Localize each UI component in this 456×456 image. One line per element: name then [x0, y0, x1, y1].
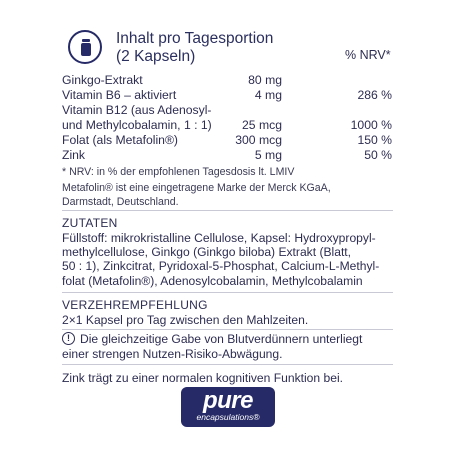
warning-text-cont: einer strengen Nutzen-Risiko-Abwägung.	[62, 347, 283, 361]
trademark-note	[62, 182, 331, 209]
nutrient-name: Ginkgo-Extrakt	[62, 73, 143, 87]
nutrient-nrv: 286 %	[357, 88, 392, 102]
nutrient-amount: 300 mcg	[235, 133, 282, 147]
trademark-line2: Darmstadt, Deutschland.	[62, 195, 179, 208]
serving-title-line1: Inhalt pro Tagesportion	[116, 30, 274, 47]
ingredients-line: methylcellulose, Ginkgo (Ginkgo biloba) Extrakt (Blatt,	[62, 245, 352, 260]
ingredients-line: Füllstoff: mikrokristalline Cellulose, Kapsel: Hydroxypropyl-	[62, 231, 376, 245]
nutrient-amount: 4 mg	[254, 88, 282, 102]
trademark-line1: Metafolin® ist eine eingetragene Marke der Merck KGaA,	[62, 182, 331, 194]
nutrient-name: und Methylcobalamin, 1 : 1)	[62, 118, 212, 132]
nrv-footnote: * NRV: in % der empfohlenen Tagesdosis lt. LMIV	[62, 166, 295, 178]
nutrient-amount: 5 mg	[254, 148, 282, 162]
capsule-bottle-icon	[68, 30, 102, 64]
divider	[62, 292, 393, 293]
recommendation-title: VERZEHREMPFEHLUNG	[62, 298, 208, 312]
divider	[62, 364, 393, 365]
nutrient-name: Zink	[62, 148, 86, 162]
ingredients-title: ZUTATEN	[62, 216, 118, 230]
logo-subtitle: encapsulations®	[196, 412, 260, 422]
ingredients-text	[62, 231, 394, 288]
nutrient-nrv: 1000 %	[350, 118, 392, 132]
exclamation-circle-icon: !	[62, 332, 75, 345]
nutrient-name: Folat (als Metafolin®)	[62, 133, 178, 147]
nutrient-amount: 80 mg	[248, 73, 282, 87]
nutrient-amount: 25 mcg	[242, 118, 282, 132]
nutrient-nrv: 50 %	[364, 148, 392, 162]
health-claim: Zink trägt zu einer normalen kognitiven Funktion bei.	[62, 371, 343, 385]
nutrient-name: Vitamin B12 (aus Adenosyl-	[62, 103, 212, 117]
logo-word: pure	[202, 387, 253, 414]
serving-title-line2: (2 Kapseln)	[116, 48, 196, 65]
ingredients-line: folat (Metafolin®), Adenosylcobalamin, Methylcobalamin	[62, 273, 363, 288]
divider	[62, 210, 393, 211]
nrv-column-heading: % NRV*	[345, 48, 391, 62]
warning-text	[80, 332, 400, 346]
serving-title	[116, 30, 273, 66]
recommendation-text: 2×1 Kapsel pro Tag zwischen den Mahlzeiten.	[62, 313, 309, 327]
ingredients-line: 50 : 1), Zinkcitrat, Pyridoxal-5-Phosphat, Calcium-L-Methyl-	[62, 259, 380, 274]
pure-encapsulations-logo	[181, 387, 275, 427]
nutrient-nrv: 150 %	[357, 133, 392, 147]
divider	[62, 329, 393, 330]
nutrient-name: Vitamin B6 – aktiviert	[62, 88, 177, 102]
warning-line1: Die gleichzeitige Gabe von Blutverdünnern unterliegt	[80, 332, 363, 346]
